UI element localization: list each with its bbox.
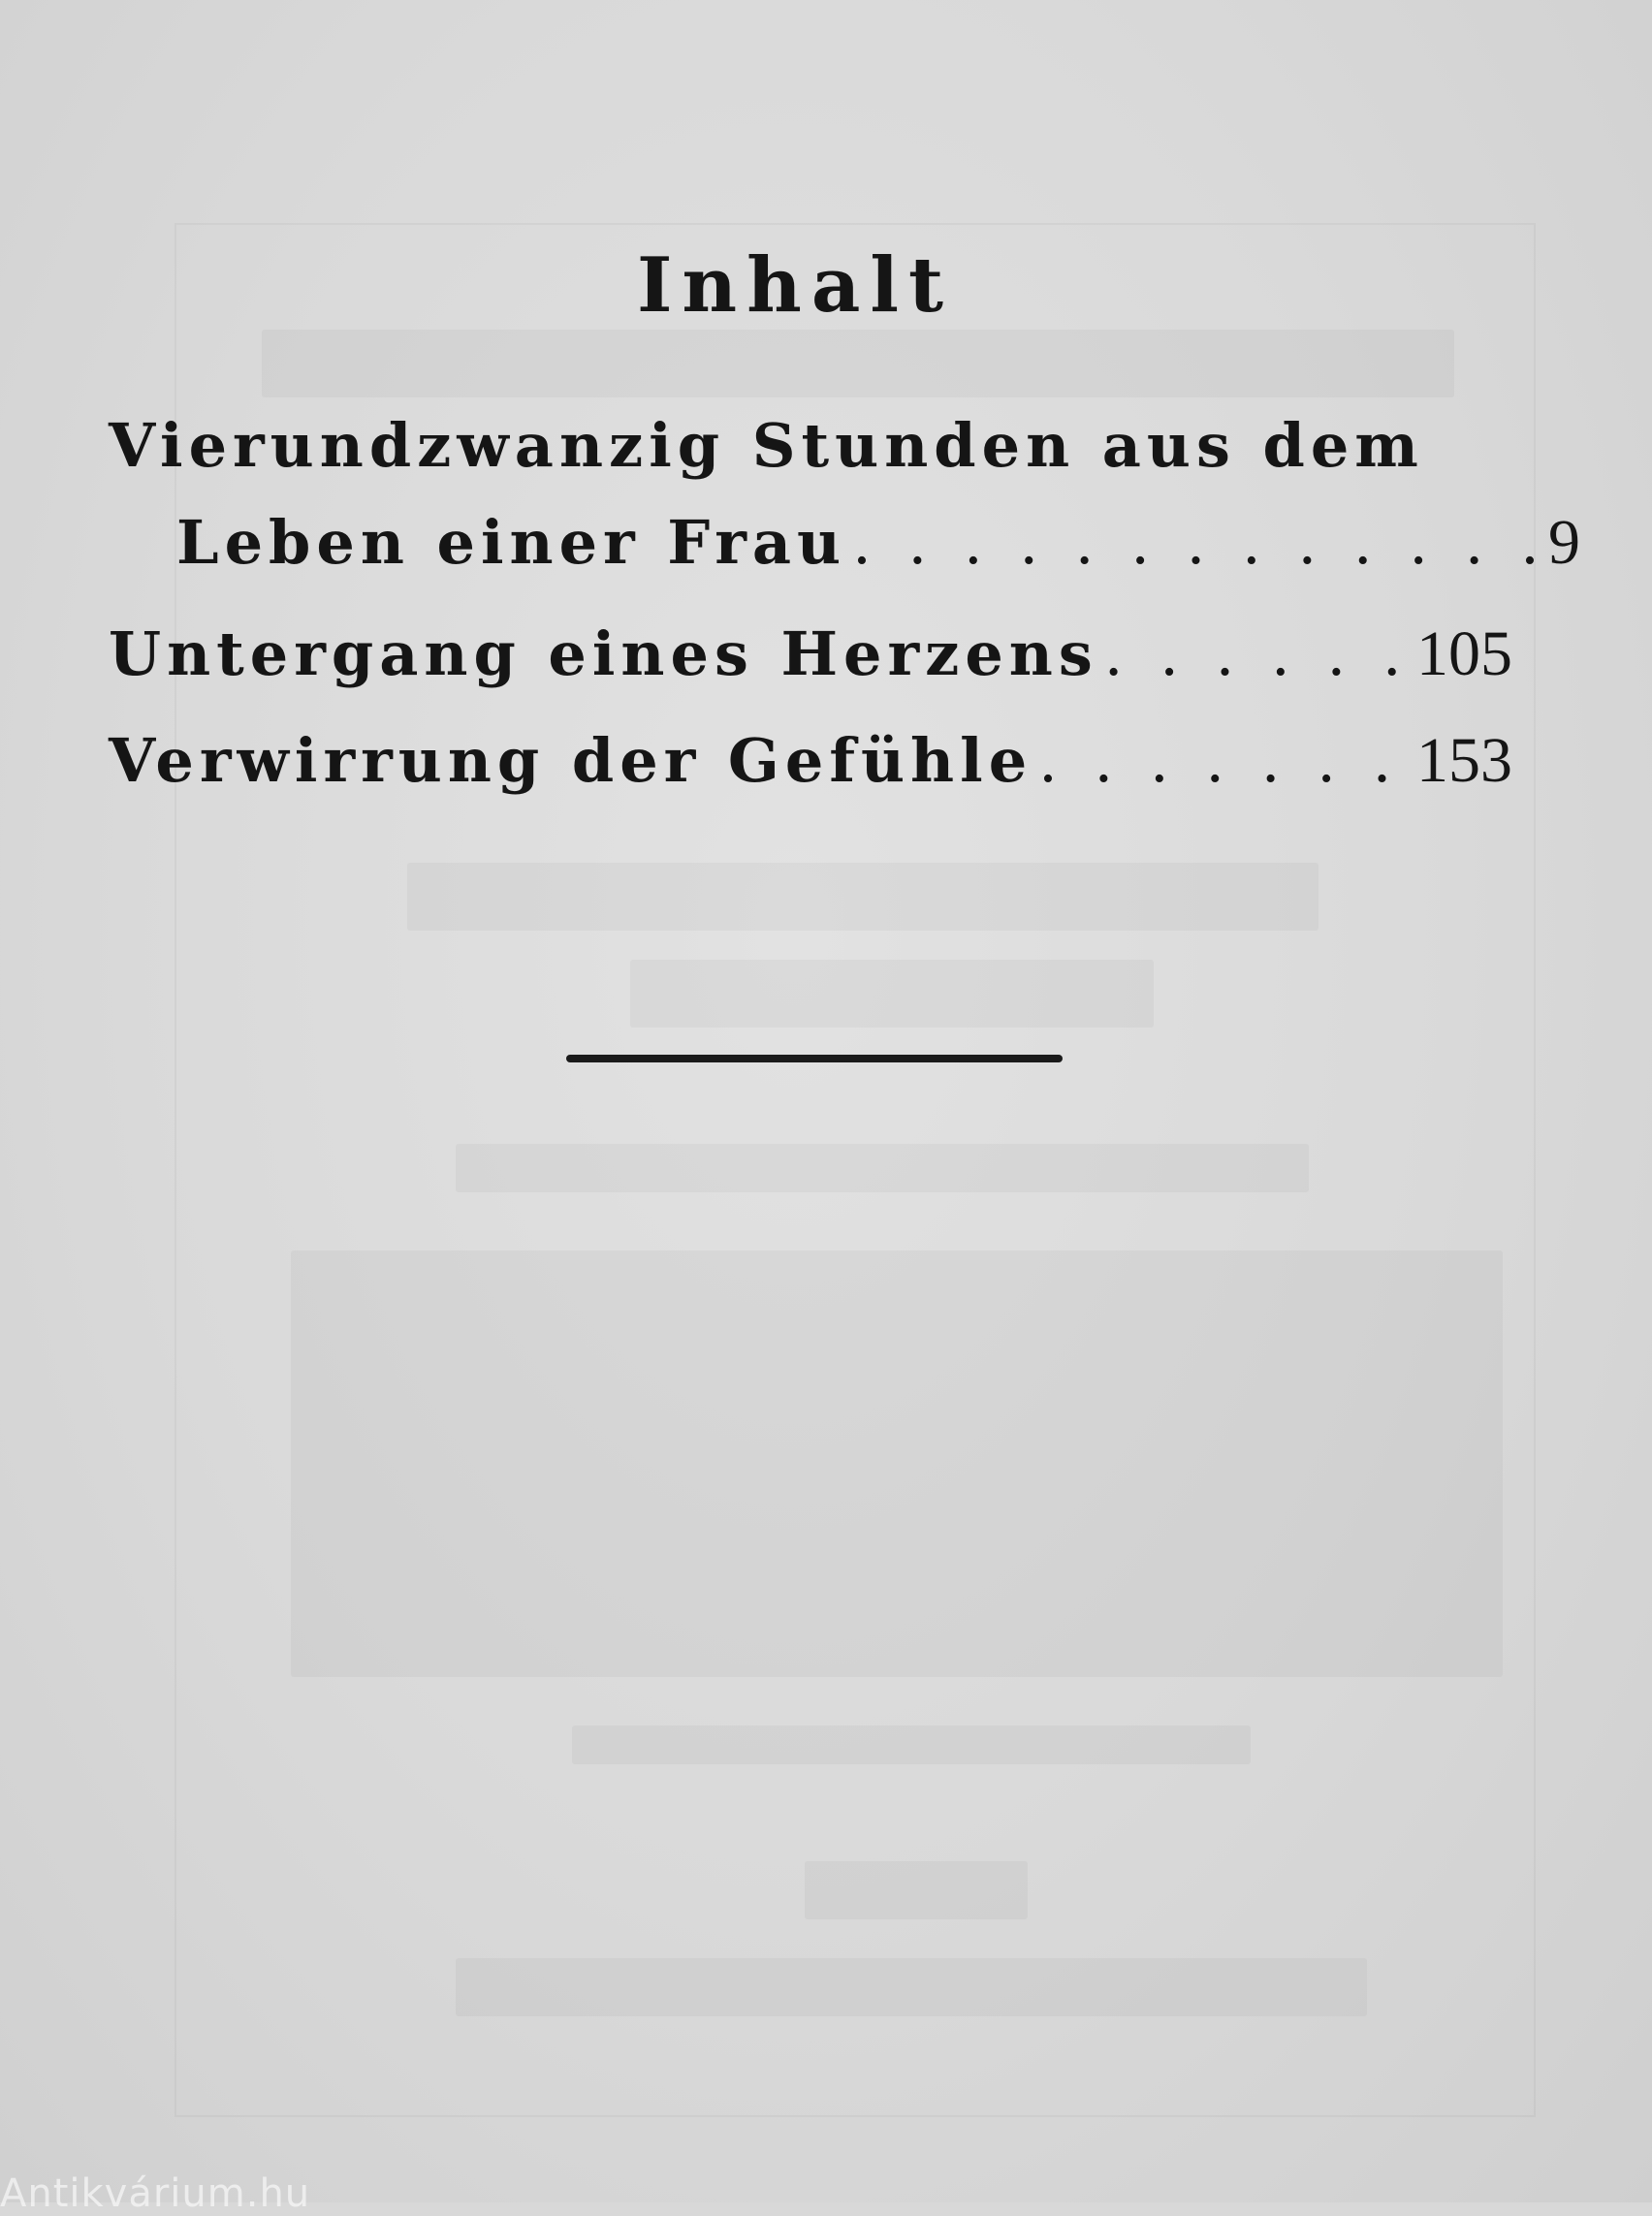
show-through-text [407,863,1318,931]
dot-leader [1038,708,1403,814]
toc-page-number: 105 [1416,618,1512,689]
toc-page-number: 153 [1416,725,1512,796]
table-of-contents [109,397,1580,814]
show-through-text [456,1144,1309,1192]
toc-entry-title: Verwirrung der Gefühle [109,725,1033,796]
toc-page-number: 9 [1548,507,1580,578]
toc-entry-title-line1: Vierundzwanzig Stunden aus dem [109,410,1424,481]
watermark: Antikvárium.hu [0,2171,311,2216]
toc-entry-line [109,494,1580,591]
show-through-text [630,960,1154,1028]
toc-entry [109,708,1512,814]
show-through-text [805,1861,1028,1919]
toc-entry-title: Untergang eines Herzens [109,618,1098,689]
toc-entry [109,397,1580,601]
show-through-text [262,330,1454,397]
dot-leader [852,494,1535,591]
page-title: Inhalt [636,241,954,330]
ornamental-rule [566,1055,1063,1062]
toc-entry-title-line2: Leben einer Frau [176,507,847,578]
dot-leader [1104,601,1403,708]
show-through-text [456,1958,1367,2016]
show-through-text [572,1725,1251,1764]
toc-entry [109,601,1512,708]
show-through-text [291,1250,1503,1677]
